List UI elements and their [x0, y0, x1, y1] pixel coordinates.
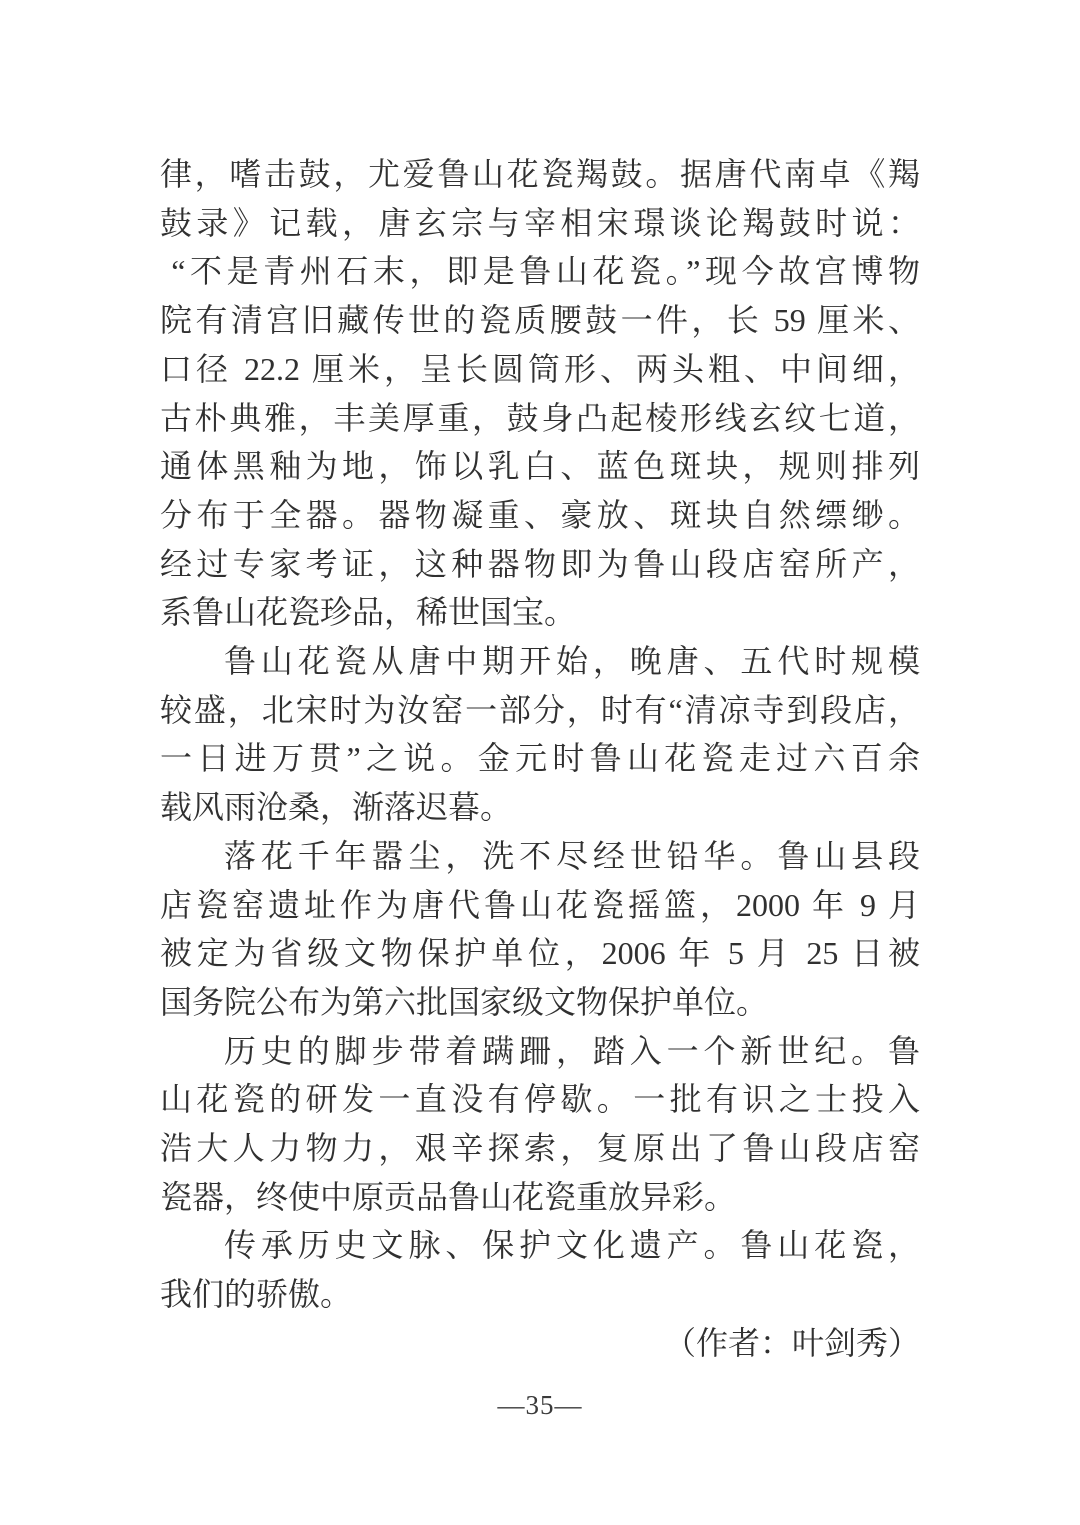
page-number: —35—: [497, 1390, 583, 1420]
text-line: 一日进万贯”之说。金元时鲁山花瓷走过六百余: [160, 740, 920, 777]
text-line: 分布于全器。器物凝重、豪放、斑块自然缥缈。: [160, 496, 920, 533]
article-body: [160, 150, 920, 1368]
text-line: 鼓录》记载，唐玄宗与宰相宋璟谈论羯鼓时说：: [160, 204, 920, 241]
text-line: 店瓷窑遗址作为唐代鲁山花瓷摇篮，2000 年 9 月: [160, 886, 920, 923]
text-line: 经过专家考证，这种器物即为鲁山段店窑所产，: [160, 545, 920, 582]
text-line: 瓷器，终使中原贡品鲁山花瓷重放异彩。: [160, 1178, 737, 1215]
text-line: 通体黑釉为地，饰以乳白、蓝色斑块，规则排列: [160, 448, 920, 485]
text-line: 历史的脚步带着蹒跚，踏入一个新世纪。鲁: [224, 1032, 920, 1069]
text-line: 山花瓷的研发一直没有停歇。一批有识之士投入: [160, 1081, 920, 1118]
text-line: 落花千年嚣尘，洗不尽经世铅华。鲁山县段: [224, 837, 920, 874]
text-line: 我们的骄傲。: [160, 1276, 353, 1313]
text-line: 口径 22.2 厘米，呈长圆筒形、两头粗、中间细，: [160, 350, 920, 387]
text-line: 浩大人力物力，艰辛探索，复原出了鲁山段店窑: [160, 1130, 920, 1167]
text-line: 鲁山花瓷从唐中期开始，晚唐、五代时规模: [224, 643, 920, 680]
text-line: 载风雨沧桑，渐落迟暮。: [160, 789, 513, 826]
text-line: 院有清宫旧藏传世的瓷质腰鼓一件，长 59 厘米、: [160, 302, 920, 339]
text-line: 律，嗜击鼓，尤爱鲁山花瓷羯鼓。据唐代南卓《羯: [160, 156, 920, 192]
text-line: 较盛，北宋时为汝窑一部分，时有“清凉寺到段店，: [160, 691, 920, 728]
author-credit: （作者：叶剑秀）: [663, 1324, 920, 1361]
text-line: 被定为省级文物保护单位，2006 年 5 月 25 日被: [160, 935, 920, 972]
text-line: 系鲁山花瓷珍品，稀世国宝。: [160, 594, 577, 631]
text-line: 国务院公布为第六批国家级文物保护单位。: [160, 983, 769, 1020]
text-line: 古朴典雅，丰美厚重，鼓身凸起棱形线玄纹七道，: [160, 399, 920, 436]
text-line: 传承历史文脉、保护文化遗产。鲁山花瓷，: [224, 1227, 920, 1264]
text-line: “不是青州石末，即是鲁山花瓷。”现今故宫博物: [171, 253, 920, 290]
